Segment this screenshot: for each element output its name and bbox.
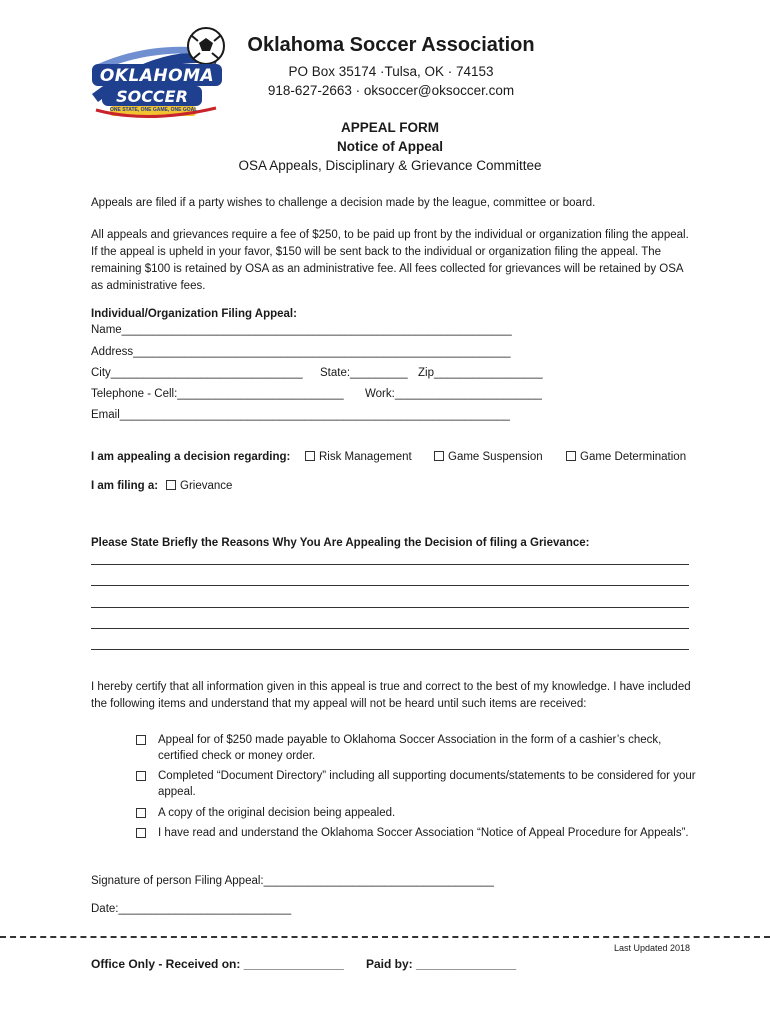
- reason-line-5[interactable]: [91, 649, 689, 650]
- phone-cell-field[interactable]: Telephone - Cell:__________________________: [91, 388, 344, 400]
- logo-text-soccer: SOCCER: [116, 87, 188, 106]
- oklahoma-soccer-logo: [88, 24, 228, 124]
- office-received-field[interactable]: Office Only - Received on: _______________: [91, 957, 344, 971]
- certify-paragraph: I hereby certify that all information given in this appeal is true and correct to the best of my knowledge. I have included the following items and understand that my appeal will not be heard until such items are received:: [91, 681, 691, 710]
- org-contact: 918-627-2663 · oksoccer@oksoccer.com: [267, 83, 515, 98]
- option-label: Game Determination: [580, 451, 687, 463]
- checkbox[interactable]: [136, 808, 146, 818]
- zip-field[interactable]: Zip_________________: [418, 367, 543, 379]
- city-field[interactable]: City______________________________: [91, 367, 303, 379]
- org-address: PO Box 35174 ·Tulsa, OK · 74153: [288, 64, 494, 79]
- logo-tagline: ONE STATE, ONE GAME, ONE GOAL: [110, 107, 198, 113]
- checklist-item-procedure[interactable]: [136, 825, 696, 859]
- option-label: Game Suspension: [448, 451, 543, 463]
- reasons-heading: Please State Briefly the Reasons Why You Are Appealing the Decision of filing a Grievance:: [91, 537, 590, 549]
- option-game-suspension[interactable]: [434, 451, 543, 463]
- checklist-item-fee[interactable]: [136, 732, 696, 766]
- form-subtitle: Notice of Appeal: [336, 139, 443, 154]
- form-title: APPEAL FORM: [340, 120, 439, 135]
- checkbox[interactable]: [566, 451, 576, 461]
- checklist-item-document-directory[interactable]: [136, 768, 696, 802]
- checkbox[interactable]: [136, 771, 146, 781]
- address-field[interactable]: Address___________________________________________________________: [91, 346, 511, 358]
- checklist-text: Appeal for of $250 made payable to Oklahoma Soccer Association in the form of a cashier’s check, certified check or money order.: [158, 734, 662, 762]
- fees-paragraph: All appeals and grievances require a fee of $250, to be paid up front by the individual or organization filing the appeal. If the appeal is upheld in your favor, $150 will be sent back to the individual or organization filing the appeal. The remaining $100 is retained by OSA as an administrative fee. All fees collected for grievances will be retained by OSA as administrative fees.: [91, 229, 689, 292]
- appealing-label: I am appealing a decision regarding:: [91, 451, 291, 463]
- checklist-text: I have read and understand the Oklahoma Soccer Association “Notice of Appeal Procedure for Appeals”.: [158, 827, 689, 839]
- option-risk-management[interactable]: [305, 451, 412, 463]
- option-game-determination[interactable]: [566, 451, 686, 463]
- signature-field[interactable]: Signature of person Filing Appeal:____________________________________: [91, 875, 494, 887]
- checklist-text: Completed “Document Directory” including all supporting documents/statements to be considered for your appeal.: [158, 770, 696, 798]
- state-field[interactable]: State:_________: [320, 367, 408, 379]
- checklist-item-original-decision[interactable]: [136, 805, 696, 823]
- logo-text-oklahoma: OKLAHOMA: [99, 66, 215, 86]
- reason-line-2[interactable]: [91, 585, 689, 586]
- filer-heading: Individual/Organization Filing Appeal:: [91, 308, 297, 320]
- checkbox[interactable]: [136, 828, 146, 838]
- work-phone-field[interactable]: Work:_______________________: [365, 388, 542, 400]
- filing-label: I am filing a:: [91, 480, 159, 492]
- option-label: Risk Management: [319, 451, 412, 463]
- office-paid-by-field[interactable]: Paid by: _______________: [366, 957, 517, 971]
- cut-line: [0, 936, 770, 938]
- option-grievance[interactable]: [166, 480, 232, 492]
- checkbox[interactable]: [305, 451, 315, 461]
- checkbox[interactable]: [136, 735, 146, 745]
- name-field[interactable]: Name_____________________________________________________________: [91, 324, 512, 336]
- reason-line-3[interactable]: [91, 607, 689, 608]
- intro-paragraph: Appeals are filed if a party wishes to challenge a decision made by the league, committee or board.: [91, 197, 596, 209]
- reason-line-4[interactable]: [91, 628, 689, 629]
- reason-line-1[interactable]: [91, 564, 689, 565]
- last-updated: Last Updated 2018: [613, 943, 690, 953]
- org-name: Oklahoma Soccer Association: [247, 34, 535, 56]
- checkbox[interactable]: [434, 451, 444, 461]
- email-field[interactable]: Email_____________________________________________________________: [91, 409, 510, 421]
- form-committee: OSA Appeals, Disciplinary & Grievance Committee: [238, 158, 542, 173]
- date-field[interactable]: Date:___________________________: [91, 903, 292, 915]
- option-label: Grievance: [180, 480, 233, 492]
- checklist-text: A copy of the original decision being appealed.: [158, 807, 396, 819]
- checkbox[interactable]: [166, 480, 176, 490]
